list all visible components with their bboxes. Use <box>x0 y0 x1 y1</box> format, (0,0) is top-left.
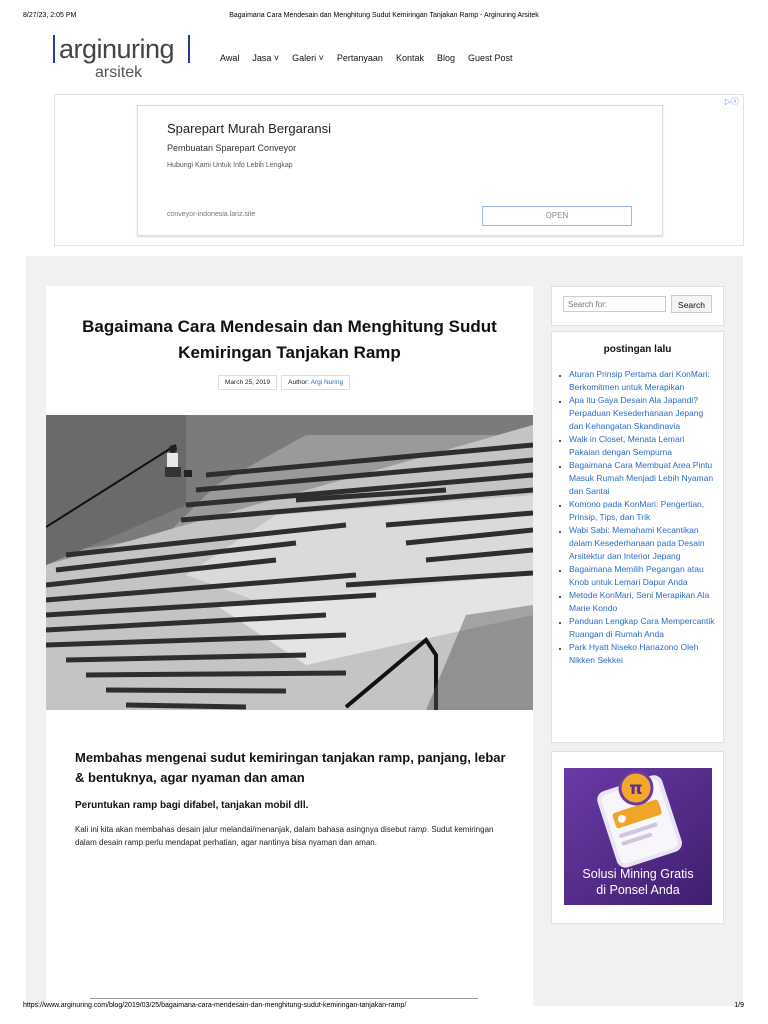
page-bottom-divider <box>90 998 478 999</box>
top-ad-banner[interactable] <box>54 94 744 246</box>
ad-open-button[interactable]: OPEN <box>482 206 632 226</box>
article-subheading-2: Peruntukan ramp bagi difabel, tanjakan mobil dll. <box>75 800 309 811</box>
print-footer-page: 1/9 <box>734 1002 744 1009</box>
author-label: Author: <box>288 379 310 386</box>
print-footer-url: https://www.arginuring.com/blog/2019/03/25/bagaimana-cara-mendesain-dan-menghitung-sudut-kemiringan-tanjakan-ramp/ <box>23 1002 407 1009</box>
recent-post-link[interactable]: • Bagaimana Cara Membuat Area Pintu Masuk Rumah Menjadi Lebih Nyaman dan Santai <box>569 459 717 498</box>
paragraph-italic-ramp: ramp <box>408 825 427 834</box>
paragraph-part-2: . Sudut kemiringan dalam desain ramp perlu mendapat perhatian, agar nantinya bisa nyaman dan aman. <box>75 825 494 847</box>
nav-item-jasa[interactable]: Jasa ˅ <box>252 53 280 63</box>
mining-caption-line1: Solusi Mining Gratis <box>582 867 694 881</box>
recent-post-link[interactable]: • Aturan Prinsip Pertama dari KonMari: Berkomitmen untuk Merapikan <box>569 368 717 394</box>
ad-domain: conveyor-indonesia.lariz.site <box>167 211 256 218</box>
nav-item-blog[interactable]: Blog <box>436 53 455 63</box>
logo-name: arginuring <box>59 34 175 64</box>
ad-card[interactable] <box>137 105 663 236</box>
nav-item-galeri[interactable]: Galeri ˅ <box>292 53 324 63</box>
nav-item-kontak[interactable]: Kontak <box>395 53 424 63</box>
mining-caption-line2: di Ponsel Anda <box>596 883 680 897</box>
print-datetime: 8/27/23, 2:05 PM <box>23 12 77 19</box>
nav-item-guest-post[interactable]: Guest Post <box>468 53 513 63</box>
recent-posts-widget <box>551 331 724 743</box>
main-nav <box>220 53 513 63</box>
site-logo[interactable] <box>53 33 201 87</box>
nav-item-pertanyaan[interactable]: Pertanyaan <box>336 53 383 63</box>
recent-post-link[interactable]: • Komono pada KonMari: Pengertian, Prinsip, Tips, dan Trik <box>569 498 717 524</box>
article-title: Bagaimana Cara Mendesain dan Menghitung Sudut Kemiringan Tanjakan Ramp <box>82 317 497 362</box>
hero-image-stairs <box>46 415 533 710</box>
recent-posts-heading: postingan lalu <box>603 344 672 355</box>
ad-description: Hubungi Kami Untuk Info Lebih Lengkap <box>167 162 293 169</box>
print-page-title: Bagaimana Cara Mendesain dan Menghitung Sudut Kemiringan Tanjakan Ramp - Arginuring Arsitek <box>229 12 539 19</box>
ad-subtitle: Pembuatan Sparepart Conveyor <box>167 143 297 153</box>
article <box>46 286 533 1006</box>
author-link[interactable]: Argi Nuring <box>310 379 344 386</box>
nav-item-awal[interactable]: Awal <box>220 53 240 63</box>
stairs-photo <box>46 415 533 710</box>
recent-post-link[interactable]: • Wabi Sabi: Memahami Kecantikan dalam Kesederhanaan pada Desain Arsitektur dan Interior Jepang <box>569 524 717 563</box>
sidebar-ad-widget <box>551 751 724 924</box>
search-widget <box>551 286 724 326</box>
mining-ad[interactable] <box>564 768 712 905</box>
recent-posts-list <box>557 368 717 667</box>
article-paragraph <box>75 823 515 849</box>
recent-post-link[interactable]: • Apa itu Gaya Desain Ala Japandi? Perpaduan Kesederhanaan Jepang dan Kehangatan Skandinavia <box>569 394 717 433</box>
logo-bar-left <box>53 35 55 63</box>
article-meta <box>218 375 350 390</box>
svg-text:π: π <box>629 779 643 799</box>
ad-title[interactable]: Sparepart Murah Bergaransi <box>167 121 332 136</box>
recent-post-link[interactable]: • Metode KonMari, Seni Merapikan Ala Marie Kondo <box>569 589 717 615</box>
adchoices-icon[interactable]: ▷ⓧ <box>724 97 739 106</box>
recent-post-link[interactable]: • Bagaimana Memilih Pegangan atau Knob untuk Lemari Dapur Anda <box>569 563 717 589</box>
paragraph-part-1: Kali ini kita akan membahas desain jalur melandai/menanjak, dalam bahasa asingnya disebut <box>75 825 409 834</box>
logo-bar-right <box>188 35 190 63</box>
search-button[interactable]: Search <box>671 295 712 313</box>
recent-post-link[interactable]: • Park Hyatt Niseko Hanazono Oleh Nikken Sekkei <box>569 641 717 667</box>
search-input[interactable]: Search for: <box>563 296 666 312</box>
post-date: March 25, 2019 <box>218 375 277 390</box>
article-subheading: Membahas mengenai sudut kemiringan tanjakan ramp, panjang, lebar & bentuknya, agar nyaman dan aman <box>75 750 506 785</box>
post-author <box>281 375 350 390</box>
recent-post-link[interactable]: • Walk in Closet, Menata Lemari Pakaian dengan Sempurna <box>569 433 717 459</box>
mining-ad-caption <box>564 866 712 898</box>
recent-post-link[interactable]: • Panduan Lengkap Cara Mempercantik Ruangan di Rumah Anda <box>569 615 717 641</box>
logo-sub: arsitek <box>95 64 143 81</box>
